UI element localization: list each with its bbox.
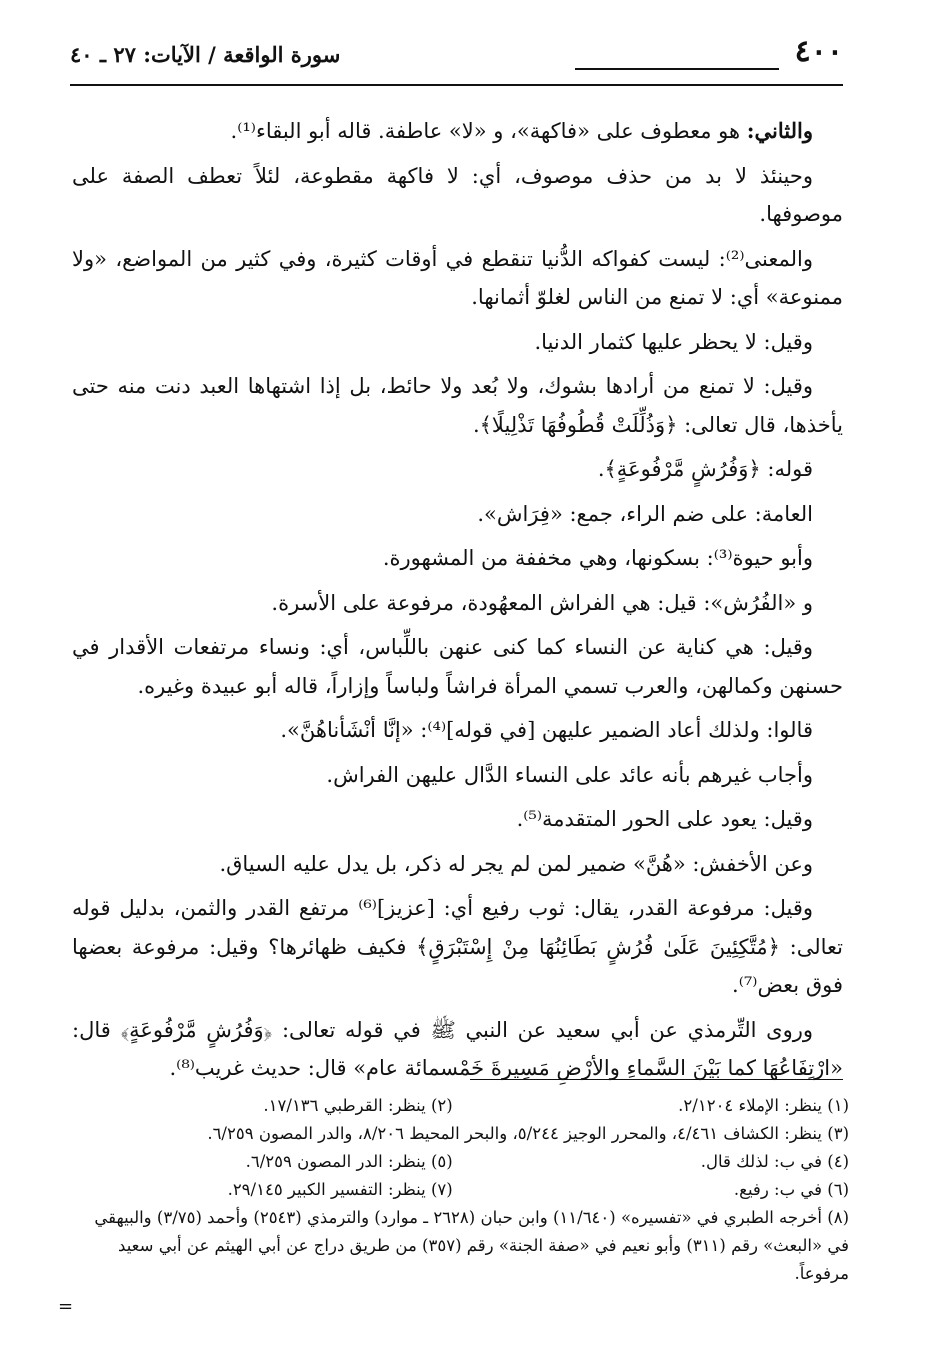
paragraph [72,584,843,623]
paragraph [72,495,843,534]
paragraph [72,889,843,1005]
footnote-7: (٧) ينظر: التفسير الكبير ٢٩/١٤٥. [227,1180,453,1199]
paragraph [72,628,843,705]
paragraph-text: وقيل: يعود على الحور المتقدمة⁽⁵⁾. [516,807,813,831]
footnote-row [72,1092,849,1120]
paragraph [72,450,843,489]
page-header [70,34,843,82]
footnote-1: (١) ينظر: الإملاء ٢/١٢٠٤. [678,1096,849,1115]
paragraph-text: وأبو حيوة⁽³⁾: بسكونها، وهي مخففة من المشهورة. [382,546,813,570]
header-rule [70,84,843,86]
footnote-4: (٤) في ب: لذلك قال. [700,1152,849,1171]
footnote-2: (٢) ينظر: القرطبي ١٧/١٣٦. [263,1096,453,1115]
paragraph-text: وحينئذ لا بد من حذف موصوف، أي: لا فاكهة مقطوعة، لئلاً تعطف الصفة على موصوفها. [72,163,843,226]
footnotes [72,1092,849,1288]
paragraph [72,112,843,151]
paragraph-lead: والثاني: [746,118,813,143]
paragraph [72,240,843,317]
paragraph-text: قوله: ﴿وَفُرُشٍ مَّرْفُوعَةٍ﴾. [597,457,813,481]
paragraph-text: و «الفُرُش»: قيل: هي الفراش المعهُودة، مرفوعة على الأسرة. [271,590,813,615]
footnote-8: (٨) أخرجه الطبري في «تفسيره» (١١/٦٤٠) وابن حبان (٢٦٢٨ ـ موارد) والترمذي (٢٥٤٣) وأحمد (٣/٧٥) والبيهقي في «البعث» رقم (٣١١) وأبو نعيم في «صفة الجنة» رقم (٣٥٧) من طريق دراج عن أبي الهيثم عن أبي سعيد مرفوعاً. [94,1208,849,1283]
paragraph-text: وقيل: هي كناية عن النساء كما كنى عنهن باللِّباس، أي: ونساء مرتفعات الأقدار في حسنهن وكمالهن، والعرب تسمي المرأة فراشاً ولباساً وإزاراً، قاله أبو عبيدة وغيره. [72,635,843,698]
paragraph [72,1011,843,1088]
paragraph-text: وقيل: مرفوعة القدر، يقال: ثوب رفيع أي: [عزيز]⁽⁶⁾ مرتفع القدر والثمن، بدليل قوله تعالى: ﴿مُتَّكِئِينَ عَلَىٰ فُرُشٍ بَطَائِنُهَا مِنْ إِسْتَبْرَقٍ﴾ فكيف ظهائرها؟ وقيل: مرفوعة بعضها فوق بعض⁽⁷⁾. [72,896,843,997]
footnote-6: (٦) في ب: رفيع. [733,1180,849,1199]
page-number: ٤٠٠ [794,34,843,69]
paragraph-text: العامة: على ضم الراء، جمع: «فِرَاش». [477,501,813,526]
paragraph-text: وعن الأخفش: «هُنَّ» ضمير لمن لم يجر له ذكر، بل يدل عليه السياق. [219,851,813,876]
paragraph-text: وأجاب غيرهم بأنه عائد على النساء الدَّال عليهن الفراش. [326,762,813,787]
continuation-mark: = [58,1296,74,1317]
paragraph-text: والمعنى⁽²⁾: ليست كفواكه الدُّنيا تنقطع في أوقات كثيرة، وفي كثير من المواضع، «ولا ممنوعة» أي: لا تمنع من الناس لغلوّ أثمانها. [72,246,843,309]
paragraph-text: وقيل: لا تمنع من أرادها بشوك، ولا بُعد ولا حائط، بل إذا اشتهاها العبد دنت منه حتى يأخذها، قال تعالى: ﴿وَذُلِّلَتْ قُطُوفُهَا تَذْلِيلًا﴾. [72,374,843,437]
paragraph [72,800,843,839]
footnote-row [72,1176,849,1204]
main-text [72,112,843,1094]
paragraph [72,323,843,362]
footnote-3: (٣) ينظر: الكشاف ٤/٤٦١، والمحرر الوجيز ٥/٢٤٤، والبحر المحيط ٨/٢٠٦، والدر المصون ٦/٢٥٩. [207,1124,849,1143]
paragraph [72,845,843,884]
paragraph-text: وروى التِّرمذي عن أبي سعيد عن النبي ﷺ في قوله تعالى: ﴿وَفُرُشٍ مَّرْفُوعَةٍ﴾ قال: «ارْتِفَاعُهَا كما بَيْنَ السَّماءِ والأرْضِ مَسِيرةَ خَمْسمائة عام» قال: حديث غريب⁽⁸⁾. [72,1017,843,1080]
paragraph [72,157,843,234]
header-dash-line [575,68,779,70]
paragraph-text: وقيل: لا يحظر عليها كثمار الدنيا. [534,329,813,354]
footnote-row [72,1148,849,1176]
paragraph [72,756,843,795]
paragraph-text: قالوا: ولذلك أعاد الضمير عليهن [في قوله]⁽⁴⁾: «إنَّا أنْشَأناهُنَّ». [280,718,813,742]
paragraph [72,367,843,444]
running-title: سورة الواقعة / الآيات: ٢٧ ـ ٤٠ [70,42,341,67]
paragraph-text: هو معطوف على «فاكهة»، و «لا» عاطفة. قاله أبو البقاء⁽¹⁾. [230,119,747,143]
footnote-separator [470,1079,843,1080]
footnote-5: (٥) ينظر: الدر المصون ٦/٢٥٩. [245,1152,453,1171]
paragraph [72,711,843,750]
paragraph [72,539,843,578]
